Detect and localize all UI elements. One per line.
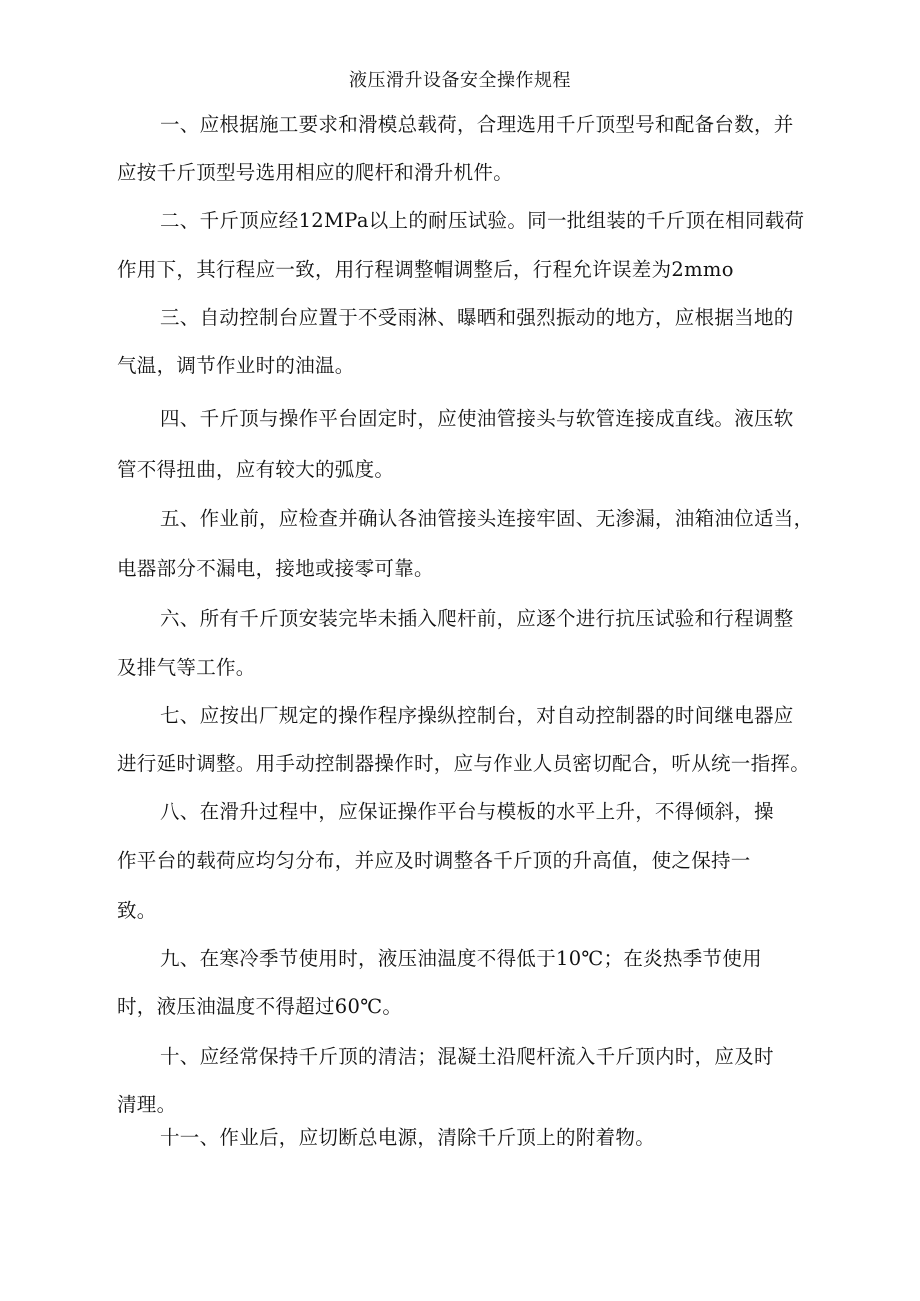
paragraph-8-line-3: 致。 <box>117 899 157 922</box>
page-title: 液压滑升设备安全操作规程 <box>349 70 571 91</box>
paragraph-3-line-2: 气温，调节作业时的油温。 <box>117 354 355 377</box>
paragraph-4-line-1: 四、千斤顶与操作平台固定时，应使油管接头与软管连接成直线。液压软 <box>160 407 794 430</box>
paragraph-11-line-1: 十一、作业后，应切断总电源，清除千斤顶上的附着物。 <box>160 1126 656 1149</box>
paragraph-8-line-2: 作平台的载荷应均匀分布，并应及时调整各千斤顶的升高值，使之保持一 <box>117 849 751 872</box>
paragraph-9-line-2: 时，液压油温度不得超过60℃。 <box>117 995 403 1018</box>
paragraph-9-line-1: 九、在寒冷季节使用时，液压油温度不得低于10℃；在炎热季节使用 <box>160 947 762 970</box>
paragraph-6-line-1: 六、所有千斤顶安装完毕未插入爬杆前，应逐个进行抗压试验和行程调整 <box>160 607 794 630</box>
paragraph-1-line-1: 一、应根据施工要求和滑模总载荷，合理选用千斤顶型号和配备台数，并 <box>160 113 794 136</box>
paragraph-5-line-1: 五、作业前，应检查并确认各油管接头连接牢固、无渗漏，油箱油位适当， <box>160 507 814 530</box>
paragraph-7-line-1: 七、应按出厂规定的操作程序操纵控制台，对自动控制器的时间继电器应 <box>160 704 794 727</box>
paragraph-8-line-1: 八、在滑升过程中，应保证操作平台与模板的水平上升，不得倾斜，操 <box>160 800 774 823</box>
paragraph-2-line-2: 作用下，其行程应一致，用行程调整帽调整后，行程允许误差为2mmo <box>117 258 734 281</box>
paragraph-7-line-2: 进行延时调整。用手动控制器操作时，应与作业人员密切配合，听从统一指挥。 <box>117 752 811 775</box>
paragraph-5-line-2: 电器部分不漏电，接地或接零可靠。 <box>117 557 434 580</box>
paragraph-3-line-1: 三、自动控制台应置于不受雨淋、曝晒和强烈振动的地方，应根据当地的 <box>160 306 794 329</box>
paragraph-4-line-2: 管不得扭曲，应有较大的弧度。 <box>117 458 395 481</box>
paragraph-2-line-1: 二、千斤顶应经12MPa以上的耐压试验。同一批组装的千斤顶在相同载荷 <box>160 209 805 232</box>
paragraph-6-line-2: 及排气等工作。 <box>117 656 256 679</box>
paragraph-1-line-2: 应按千斤顶型号选用相应的爬杆和滑升机件。 <box>117 161 514 184</box>
paragraph-10-line-2: 清理。 <box>117 1093 177 1116</box>
paragraph-10-line-1: 十、应经常保持千斤顶的清洁；混凝土沿爬杆流入千斤顶内时，应及时 <box>160 1045 774 1068</box>
